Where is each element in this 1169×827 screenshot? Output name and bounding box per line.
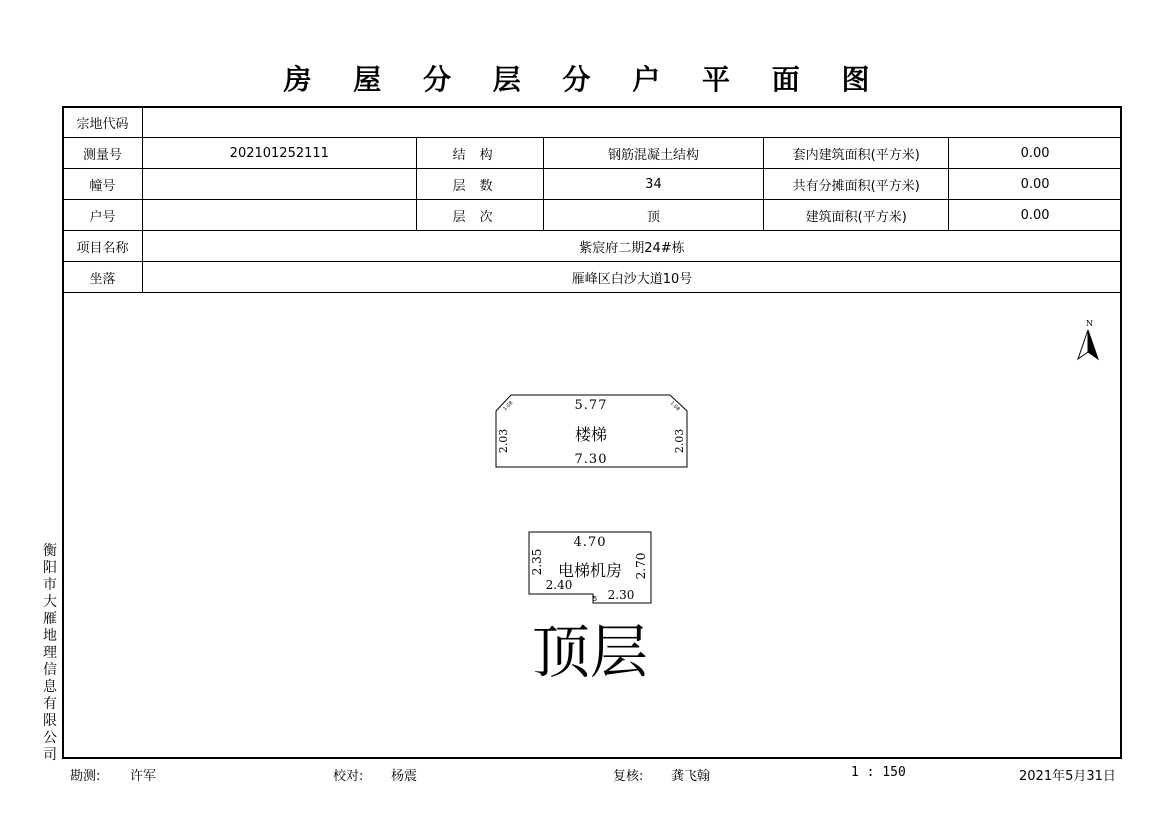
survey-label: 测量号: [63, 138, 143, 169]
project-value: 紫宸府二期24#栋: [142, 231, 1121, 262]
structure-label: 结构: [416, 138, 543, 169]
floors-value: 34: [543, 169, 764, 200]
elevator-bottom-left-dim: 2.40: [545, 578, 573, 592]
scale: 1 : 150: [851, 765, 906, 780]
check-name: 杨震: [391, 769, 418, 784]
shared-area-label: 共有分摊面积(平方米): [764, 169, 949, 200]
page-title: 房 屋 分 层 分 户 平 面 图: [283, 63, 886, 96]
company-name: 衡阳市大雁地理信息有限公司: [43, 543, 57, 763]
survey-label: 勘测:: [70, 769, 101, 784]
unit-label: 户号: [63, 200, 143, 231]
location-label: 坐落: [63, 262, 143, 293]
elevator-right-dim: 2.70: [634, 552, 648, 580]
stair-corner-right-dim: 1.08: [668, 400, 681, 413]
check-label: 校对:: [333, 769, 364, 784]
build-area-label: 建筑面积(平方米): [764, 200, 949, 231]
floor-label: 顶层: [531, 618, 649, 686]
build-area-value: 0.00: [949, 200, 1122, 231]
level-value: 顶: [543, 200, 764, 231]
elevator-step-dim: 5: [592, 595, 598, 603]
elevator-bottom-right-dim: 2.30: [607, 588, 635, 602]
stair-top-dim: 5.77: [574, 398, 608, 413]
elevator-room-name: 电梯机房: [557, 561, 623, 580]
zongdi-label: 宗地代码: [63, 107, 143, 138]
project-label: 项目名称: [63, 231, 143, 262]
stair-bottom-dim: 7.30: [574, 452, 608, 467]
shared-area-value: 0.00: [949, 169, 1122, 200]
inner-area-value: 0.00: [949, 138, 1122, 169]
survey-value: 202101252111: [142, 138, 416, 169]
elevator-left-dim: 2.35: [530, 548, 544, 576]
stair-name: 楼梯: [574, 425, 608, 444]
review-name: 龚飞翰: [671, 769, 711, 784]
structure-value: 钢筋混凝土结构: [543, 138, 764, 169]
north-label: N: [1086, 319, 1093, 328]
stair-left-dim: 2.03: [497, 428, 510, 454]
elevator-top-dim: 4.70: [573, 535, 607, 550]
stair-corner-left-dim: 1.08: [502, 400, 515, 413]
review-label: 复核:: [613, 769, 644, 784]
stair-right-dim: 2.03: [673, 428, 686, 454]
location-value: 雁峰区白沙大道10号: [142, 262, 1121, 293]
survey-name: 许军: [130, 769, 157, 784]
inner-area-label: 套内建筑面积(平方米): [764, 138, 949, 169]
date: 2021年5月31日: [1019, 769, 1116, 784]
north-arrow-icon: [1078, 319, 1098, 359]
floors-label: 层数: [416, 169, 543, 200]
building-label: 幢号: [63, 169, 143, 200]
level-label: 层次: [416, 200, 543, 231]
